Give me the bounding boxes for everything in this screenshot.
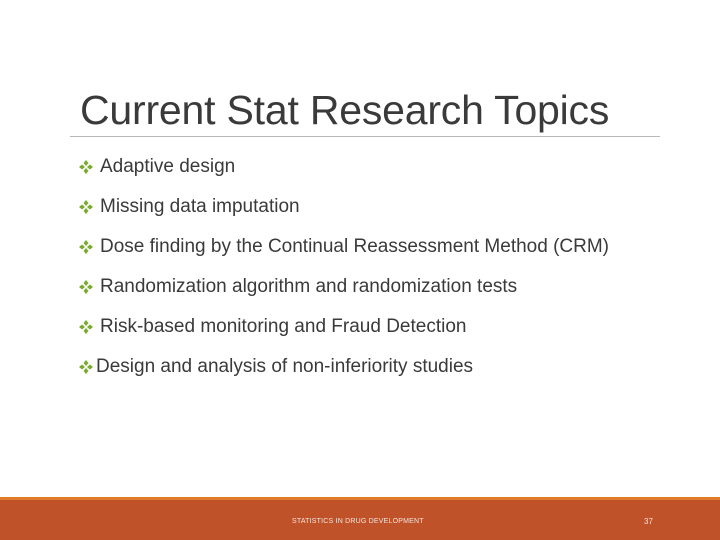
- bullet-item: [78, 187, 609, 227]
- bullet-text: Risk-based monitoring and Fraud Detection: [100, 316, 467, 337]
- page-number: 37: [644, 517, 653, 526]
- diamond-bullet-icon: [78, 199, 94, 215]
- diamond-bullet-icon: [78, 159, 94, 175]
- bullet-text: Dose finding by the Continual Reassessment Method (CRM): [100, 236, 610, 257]
- bullet-item: [78, 267, 609, 307]
- bullet-text: Adaptive design: [100, 156, 236, 177]
- diamond-bullet-icon: [78, 359, 94, 375]
- bullet-item: [78, 147, 609, 187]
- slide-title: Current Stat Research Topics: [80, 87, 610, 133]
- bullet-item: [78, 227, 609, 267]
- bullet-item: [78, 307, 609, 347]
- bullet-list: [78, 147, 609, 387]
- bullet-item: [78, 347, 609, 387]
- bullet-text: Missing data imputation: [100, 196, 300, 217]
- diamond-bullet-icon: [78, 319, 94, 335]
- bullet-text: Randomization algorithm and randomization tests: [100, 276, 518, 297]
- bullet-text: Design and analysis of non-inferiority studies: [96, 356, 474, 377]
- diamond-bullet-icon: [78, 239, 94, 255]
- title-underline: [70, 136, 660, 137]
- diamond-bullet-icon: [78, 279, 94, 295]
- footer-text: STATISTICS IN DRUG DEVELOPMENT: [292, 518, 424, 525]
